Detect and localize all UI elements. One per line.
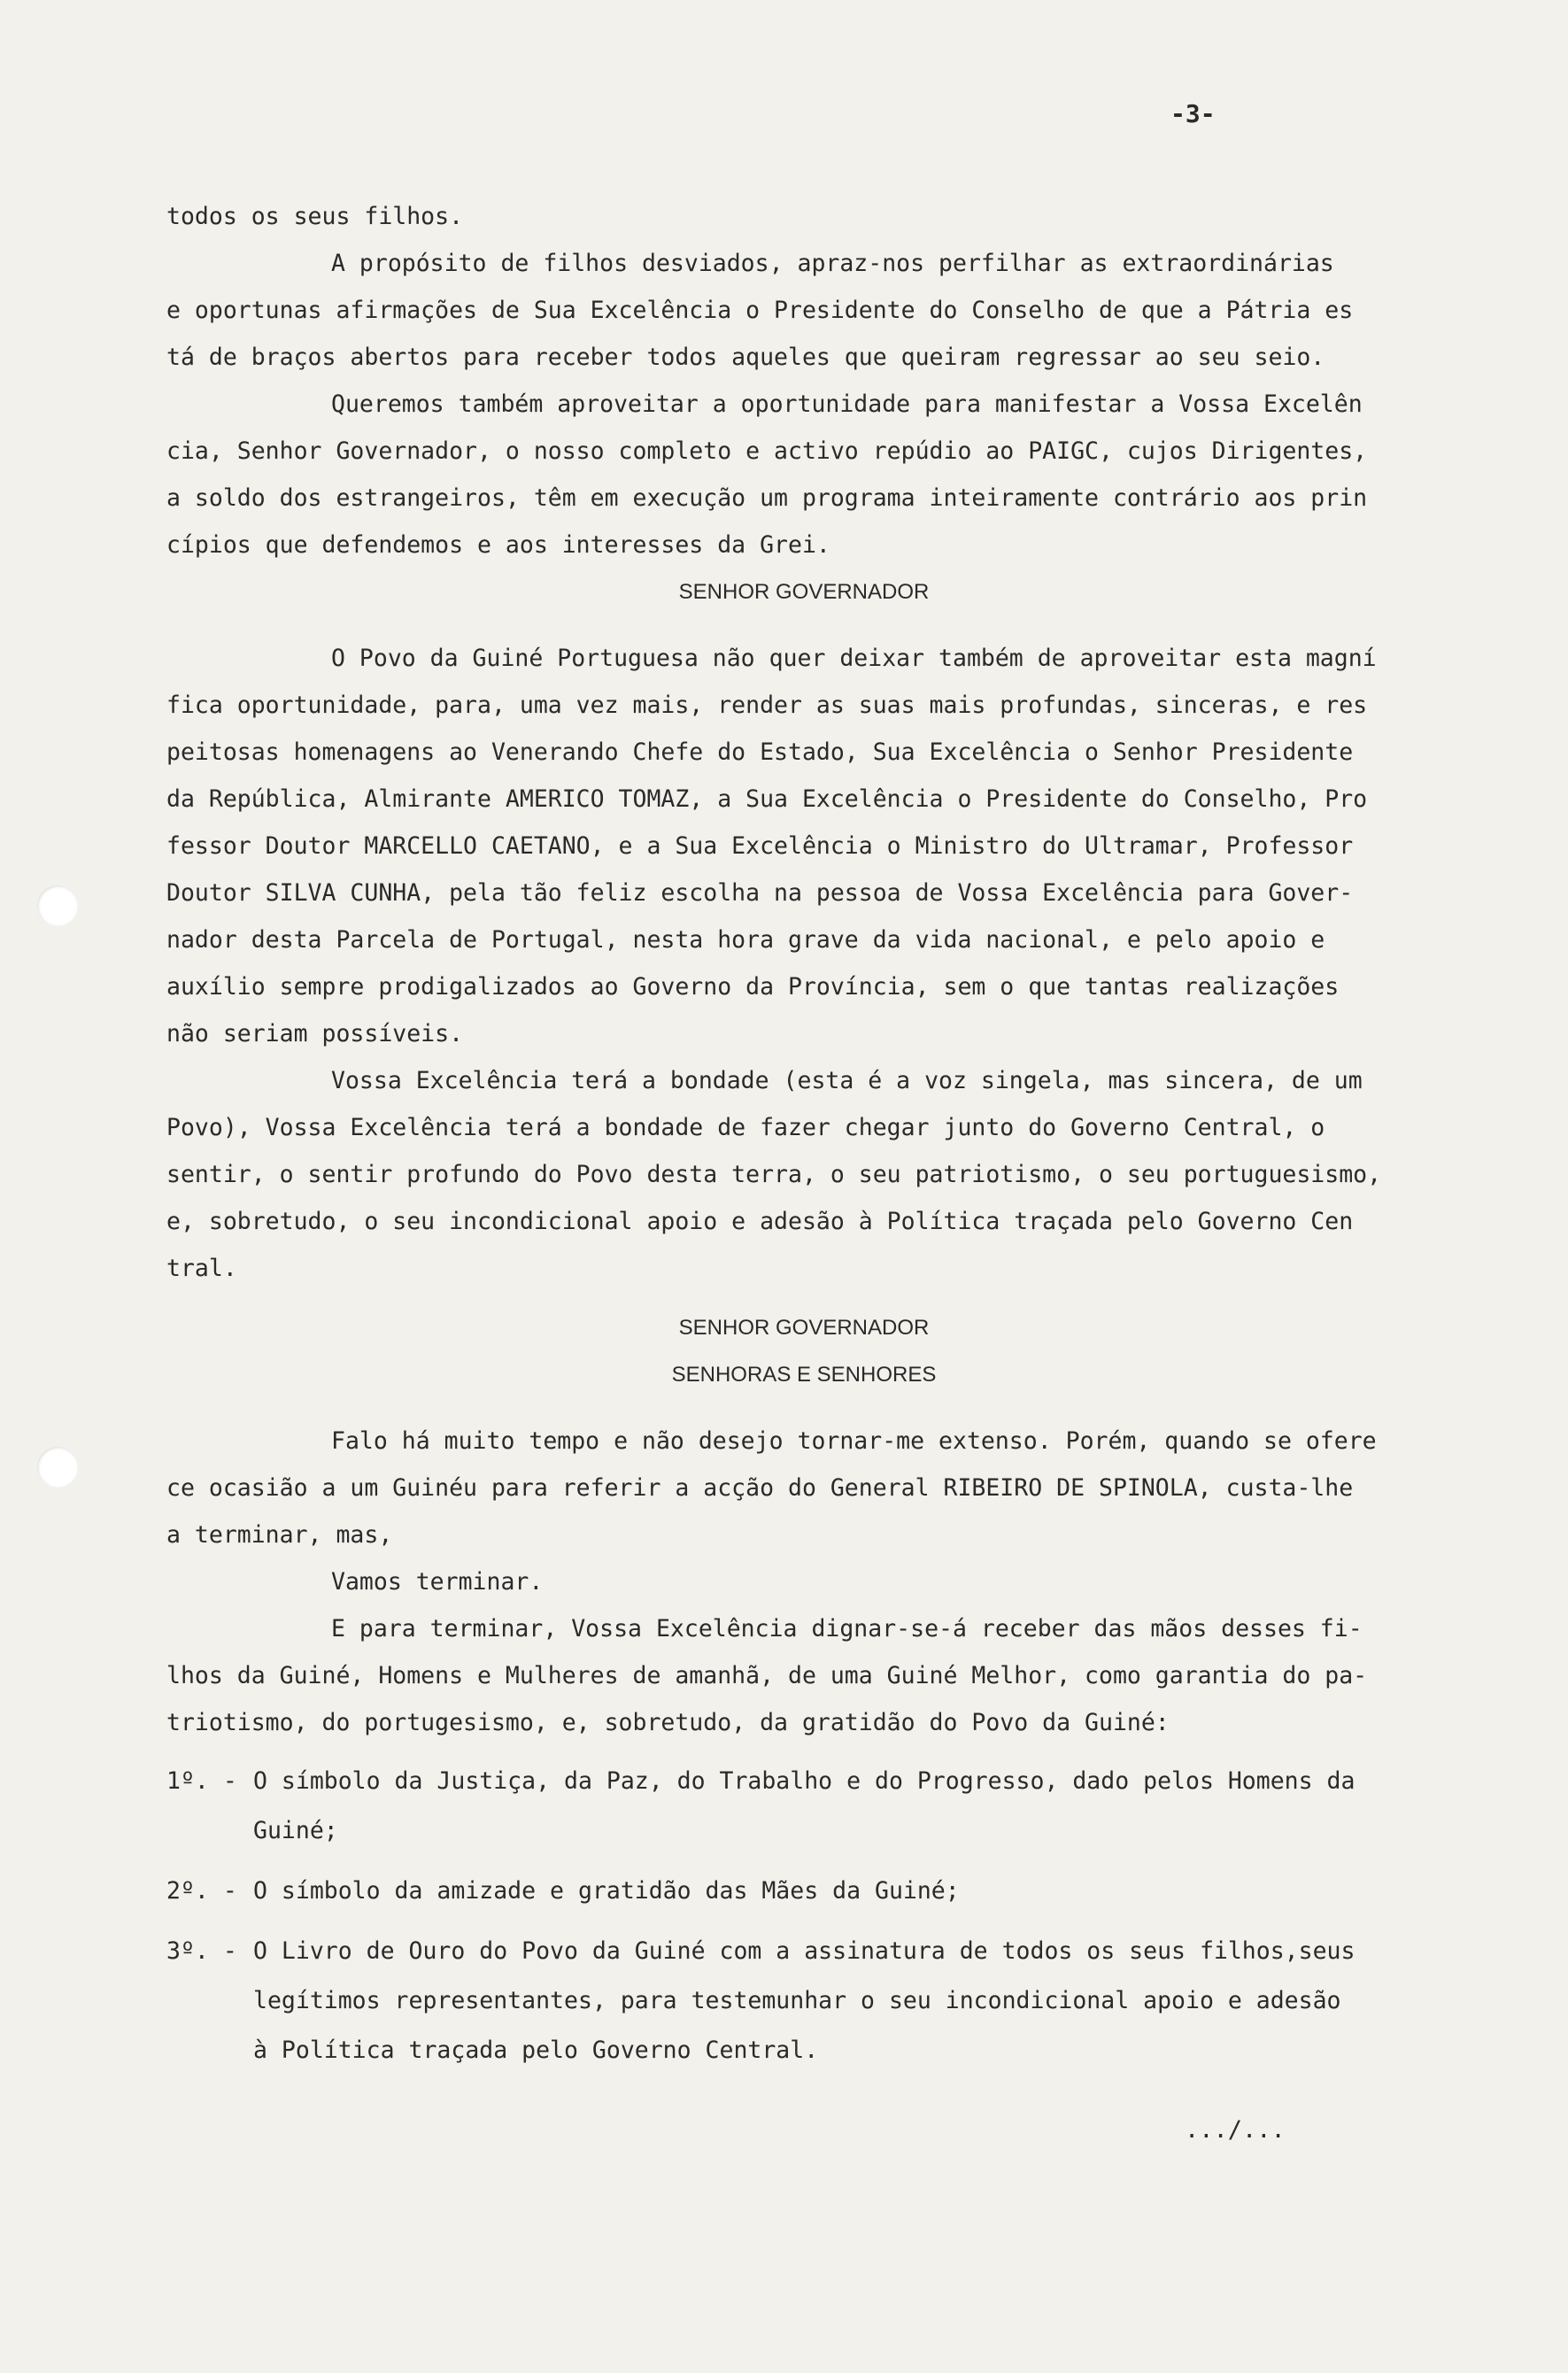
section-heading: SENHORAS E SENHORES <box>671 1363 937 1387</box>
list-text: O símbolo da amizade e gratidão das Mães da Guiné; <box>253 1877 960 1905</box>
section-heading: SENHOR GOVERNADOR <box>678 1316 930 1340</box>
paragraph-line: O Povo da Guiné Portuguesa não quer deixar também de aproveitar esta magní <box>331 645 1377 672</box>
continuation-mark: .../... <box>1185 2116 1286 2144</box>
section-heading: SENHOR GOVERNADOR <box>678 580 930 604</box>
list-number: 3º. - <box>166 1937 237 1965</box>
spacer <box>166 1746 1441 1757</box>
paragraph-line: e, sobretudo, o seu incondicional apoio e adesão à Política traçada pelo Governo Cen <box>166 1208 1354 1235</box>
page-number: -3- <box>1170 99 1216 128</box>
punch-hole-top <box>37 885 78 926</box>
paragraph-line: Vossa Excelência terá a bondade (esta é a voz singela, mas sincera, de um <box>331 1067 1363 1094</box>
paragraph-line: Povo), Vossa Excelência terá a bondade de fazer chegar junto do Governo Central, o <box>166 1114 1325 1141</box>
paragraph-line: peitosas homenagens ao Venerando Chefe do Estado, Sua Excelência o Senhor Presidente <box>166 738 1354 766</box>
paragraph-line: Falo há muito tempo e não desejo tornar-me extenso. Porém, quando se ofere <box>331 1427 1377 1455</box>
paragraph-line: e oportunas afirmações de Sua Excelência o Presidente do Conselho de que a Pátria es <box>166 297 1354 324</box>
paragraph-line: nador desta Parcela de Portugal, nesta hora grave da vida nacional, e pelo apoio e <box>166 926 1325 954</box>
paragraph-line: A propósito de filhos desviados, apraz-nos perfilhar as extraordinárias <box>331 250 1334 277</box>
spacer <box>166 1856 1441 1867</box>
paragraph-line: todos os seus filhos. <box>166 203 464 230</box>
paragraph-line: sentir, o sentir profundo do Povo desta terra, o seu patriotismo, o seu portuguesismo, <box>166 1161 1382 1188</box>
paragraph-line: fessor Doutor MARCELLO CAETANO, e a Sua Excelência o Ministro do Ultramar, Professor <box>166 832 1354 860</box>
paragraph-line: Doutor SILVA CUNHA, pela tão feliz escolha na pessoa de Vossa Excelência para Gover- <box>166 879 1354 907</box>
punch-hole-bottom <box>37 1447 78 1488</box>
paragraph-line: Vamos terminar. <box>331 1568 544 1596</box>
list-text: O símbolo da Justiça, da Paz, do Trabalho e do Progresso, dado pelos Homens da Guiné; <box>253 1767 1356 1844</box>
paragraph-line: cia, Senhor Governador, o nosso completo e activo repúdio ao PAIGC, cujos Dirigentes, <box>166 437 1368 465</box>
paragraph-line: auxílio sempre prodigalizados ao Governo da Província, sem o que tantas realizações <box>166 973 1340 1001</box>
paragraph-line: fica oportunidade, para, uma vez mais, render as suas mais profundas, sinceras, e res <box>166 692 1368 719</box>
paragraph-line: triotismo, do portugesismo, e, sobretudo, da gratidão do Povo da Guiné: <box>166 1709 1170 1736</box>
list-text: O Livro de Ouro do Povo da Guiné com a assinatura de todos os seus filhos,seus legítimos representantes, para testemunhar o seu incondicional apoio e adesão à Política traçada pelo Governo Central. <box>253 1937 1356 2064</box>
paragraph-line: não seriam possíveis. <box>166 1020 464 1047</box>
paragraph-line: lhos da Guiné, Homens e Mulheres de amanhã, de uma Guiné Melhor, como garantia do pa- <box>166 1662 1368 1689</box>
paragraph-line: tá de braços abertos para receber todos aqueles que queiram regressar ao seu seio. <box>166 344 1325 371</box>
paragraph-line: a soldo dos estrangeiros, têm em execução um programa inteiramente contrário aos prin <box>166 484 1368 512</box>
paragraph-line: E para terminar, Vossa Excelência dignar-se-á receber das mãos desses fi- <box>331 1615 1363 1643</box>
list-item <box>166 1757 1441 1856</box>
list-item <box>166 1927 1441 2075</box>
spacer <box>166 1916 1441 1927</box>
spacer <box>166 1398 1441 1418</box>
paragraph-line: da República, Almirante AMERICO TOMAZ, a Sua Excelência o Presidente do Conselho, Pro <box>166 785 1368 813</box>
paragraph-line: cípios que defendemos e aos interesses da Grei. <box>166 531 830 559</box>
document-body <box>166 193 1441 2075</box>
list-number: 2º. - <box>166 1877 237 1905</box>
paragraph-line: ce ocasião a um Guinéu para referir a acção do General RIBEIRO DE SPINOLA, custa-lhe <box>166 1474 1354 1502</box>
paragraph-line: Queremos também aproveitar a oportunidade para manifestar a Vossa Excelên <box>331 390 1363 418</box>
spacer <box>166 1292 1441 1304</box>
paragraph-line: a terminar, mas, <box>166 1521 393 1549</box>
list-item <box>166 1867 1441 1916</box>
spacer <box>166 615 1441 635</box>
paragraph-line: tral. <box>166 1255 237 1282</box>
list-number: 1º. - <box>166 1767 237 1795</box>
